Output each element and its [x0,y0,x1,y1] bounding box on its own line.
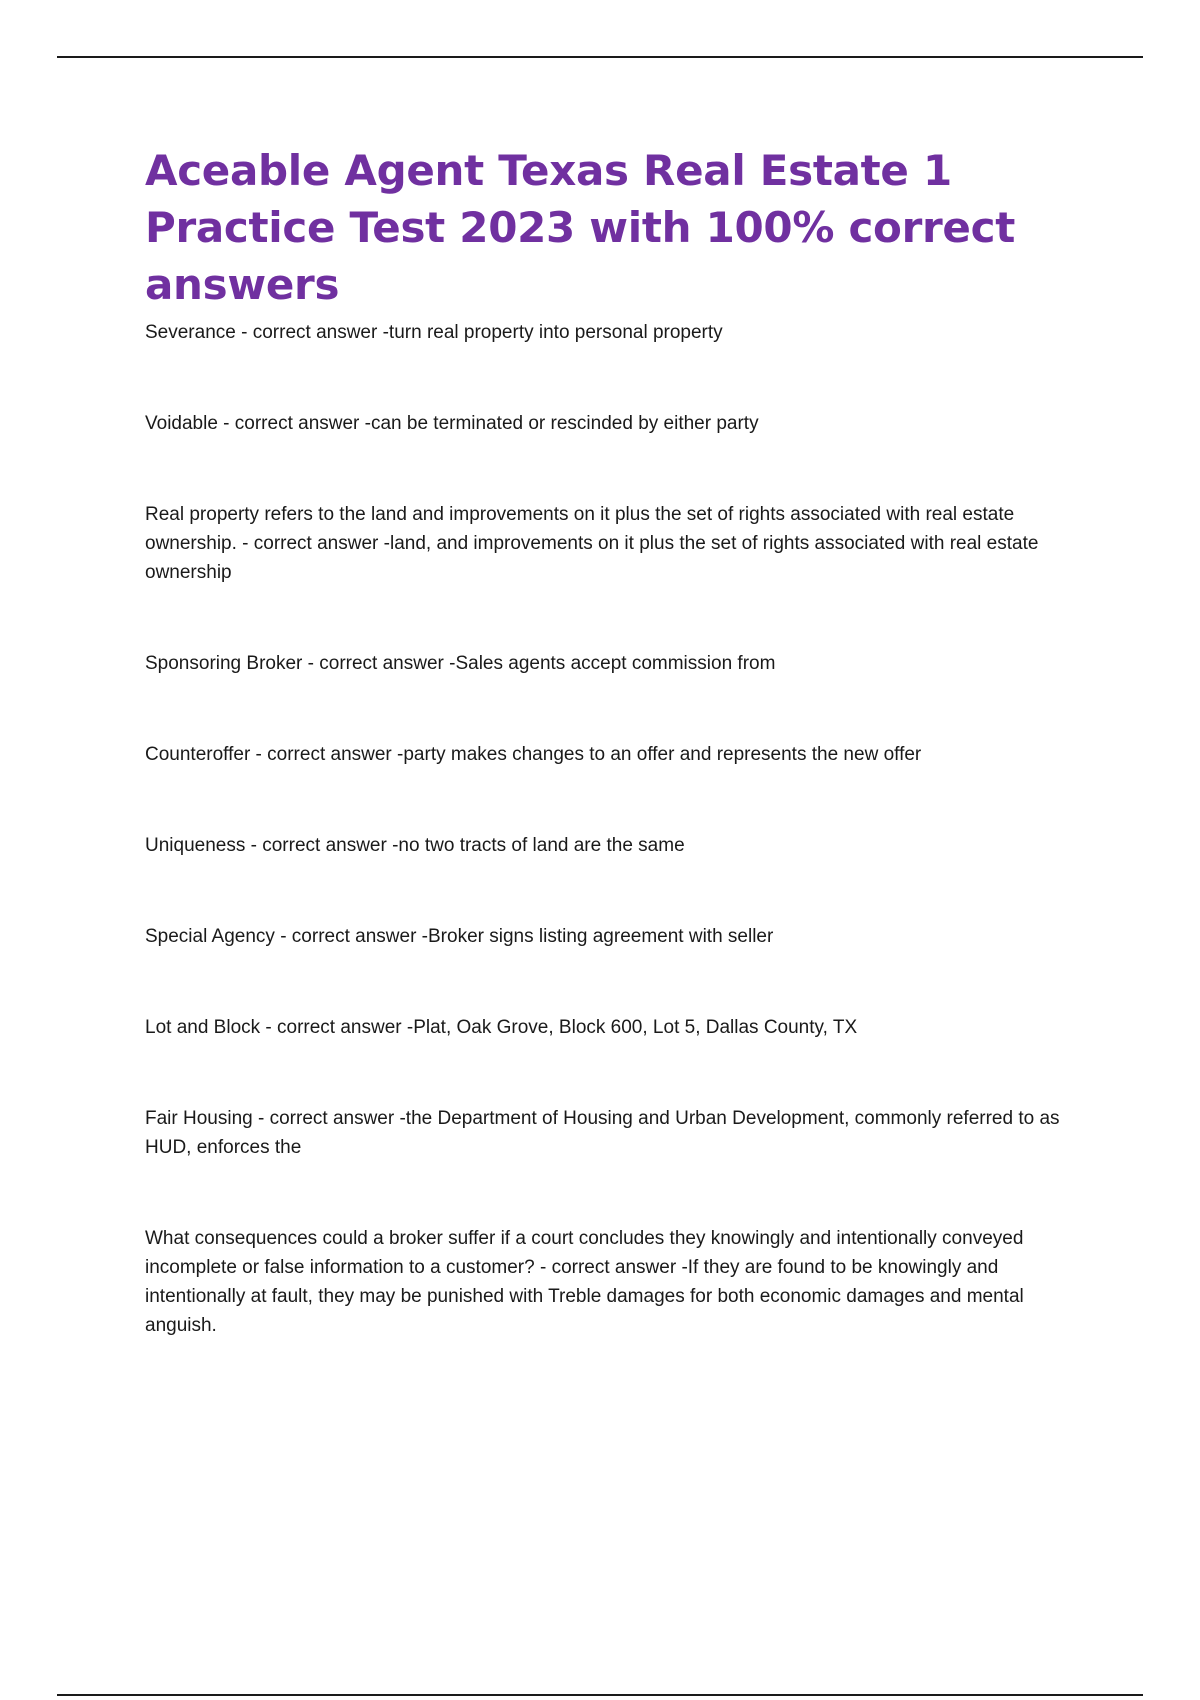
qa-entry-special-agency: Special Agency - correct answer -Broker signs listing agreement with seller [145,926,774,947]
qa-entry-voidable: Voidable - correct answer -can be terminated or rescinded by either party [145,413,759,434]
qa-entry-counteroffer: Counteroffer - correct answer -party makes changes to an offer and represents the new offer [145,744,922,765]
page-title: Aceable Agent Texas Real Estate 1 Practice Test 2023 with 100% correct answers [145,146,1015,309]
qa-entry-uniqueness: Uniqueness - correct answer -no two tracts of land are the same [145,835,685,856]
qa-entry-broker-consequences: What consequences could a broker suffer if a court concludes they knowingly and intentionally conveyed incomplete or false information to a customer? - correct answer -If they are found to be knowingly and intentionally at fault, they may be punished with Treble damages for both economic damages and mental anguish. [145,1228,1024,1336]
qa-list [145,318,1095,1402]
header-rule [57,56,1143,58]
qa-entry-fair-housing: Fair Housing - correct answer -the Department of Housing and Urban Development, commonly referred to as HUD, enforces the [145,1108,1060,1158]
qa-entry-sponsoring-broker: Sponsoring Broker - correct answer -Sales agents accept commission from [145,653,776,674]
qa-entry-severance: Severance - correct answer -turn real property into personal property [145,322,723,343]
qa-entry-lot-and-block: Lot and Block - correct answer -Plat, Oak Grove, Block 600, Lot 5, Dallas County, TX [145,1017,858,1038]
footer-rule [57,1694,1143,1696]
qa-entry-real-property: Real property refers to the land and improvements on it plus the set of rights associated with real estate ownership. - correct answer -land, and improvements on it plus the set of rights associated with real estate ownership [145,504,1039,583]
